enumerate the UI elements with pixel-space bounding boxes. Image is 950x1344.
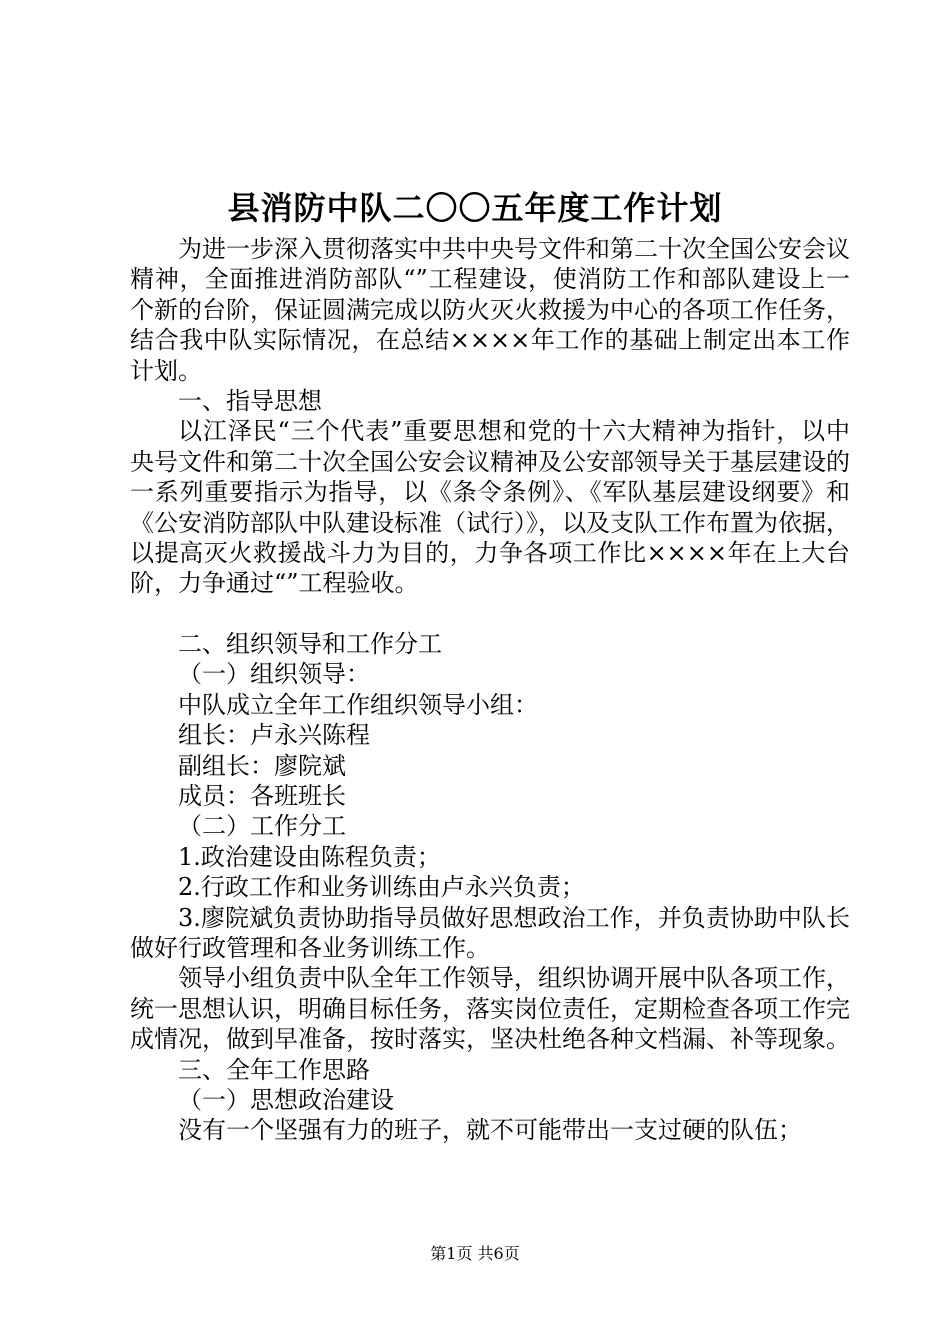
work-division-item-3: 3.廖院斌负责协助指导员做好思想政治工作，并负责协助中队长做好行政管理和各业务训练工作。 (130, 903, 850, 962)
document-body (130, 234, 850, 1146)
guiding-ideology-paragraph: 以江泽民“三个代表”重要思想和党的十六大精神为指针，以中央号文件和第二十次全国公安会议精神及公安部领导关于基层建设的一系列重要指示为指导，以《条令条例》、《军队基层建设纲要》和《公安消防部队中队建设标准（试行）》，以及支队工作布置为依据，以提高灭火救援战斗力为目的，力争各项工作比××××年在上大台阶，力争通过“”工程验收。 (130, 417, 850, 598)
deputy-leader-line: 副组长：廖院斌 (178, 751, 346, 780)
subheading-political-construction: （一）思想政治建设 (178, 1085, 394, 1114)
political-construction-paragraph: 没有一个坚强有力的班子，就不可能带出一支过硬的队伍； (178, 1116, 802, 1145)
section-heading-organization: 二、组织领导和工作分工 (178, 629, 442, 658)
page-footer: 第1页 共6页 (430, 1244, 520, 1263)
leadership-responsibility-paragraph: 领导小组负责中队全年工作领导，组织协调开展中队各项工作，统一思想认识，明确目标任务，落实岗位责任，定期检查各项工作完成情况，做到早准备，按时落实，坚决杜绝各种文档漏、补等现象。 (130, 964, 850, 1054)
subheading-organization-leadership: （一）组织领导： (178, 660, 370, 689)
section-heading-annual-plan: 三、全年工作思路 (178, 1055, 370, 1084)
work-division-item-2: 2.行政工作和业务训练由卢永兴负责； (178, 873, 585, 902)
document-title: 县消防中队二〇〇五年度工作计划 (227, 189, 723, 227)
subheading-work-division: （二）工作分工 (178, 812, 346, 841)
work-division-item-1: 1.政治建设由陈程负责； (178, 842, 441, 871)
members-line: 成员：各班班长 (178, 781, 346, 810)
section-heading-guiding-ideology: 一、指导思想 (178, 387, 322, 416)
intro-paragraph: 为进一步深入贯彻落实中共中央号文件和第二十次全国公安会议精神，全面推进消防部队“”工程建设，使消防工作和部队建设上一个新的台阶，保证圆满完成以防火灭火救援为中心的各项工作任务，结合我中队实际情况，在总结××××年工作的基础上制定出本工作计划。 (130, 235, 850, 385)
leadership-group-line: 中队成立全年工作组织领导小组： (178, 690, 538, 719)
paragraph-spacer (130, 599, 850, 629)
group-leader-line: 组长：卢永兴陈程 (178, 721, 370, 750)
